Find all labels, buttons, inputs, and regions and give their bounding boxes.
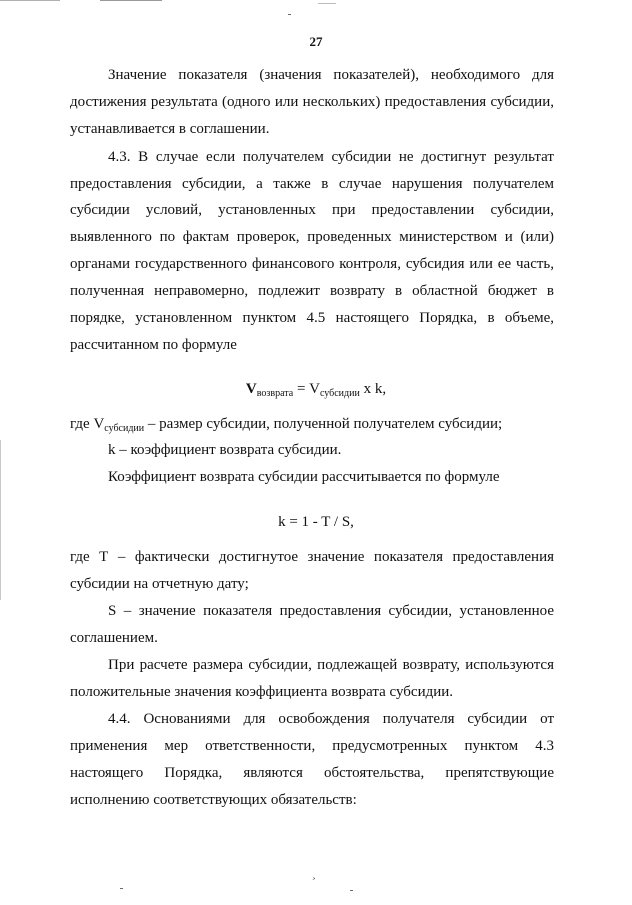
text-line: достижения результата (одного или нескольких) предоставления субсидии,	[70, 94, 554, 110]
text-line: устанавливается в соглашении.	[70, 121, 270, 137]
text-line: порядке, установленном пунктом 4.5 настоящего Порядка, в объеме,	[70, 310, 554, 326]
scan-artifact	[0, 0, 60, 1]
text-line	[70, 415, 554, 433]
where-prefix: где V	[70, 416, 105, 432]
text-line: предоставления субсидии, а также в случае нарушения получателем	[70, 176, 554, 192]
formula-rhs-sub: субсидии	[319, 388, 360, 399]
text-line: соглашением.	[70, 630, 158, 646]
formula-lhs: V	[245, 381, 257, 397]
formula-eq: = V	[293, 381, 320, 397]
where-sub: субсидии	[104, 423, 145, 434]
text-line: субсидии условий, установленных при предоставлении субсидии,	[70, 202, 554, 218]
scan-artifact	[288, 14, 291, 15]
text-line: исполнению соответствующих обязательств:	[70, 792, 357, 808]
text-line: положительные значения коэффициента возврата субсидии.	[70, 684, 454, 700]
text-line: настоящего Порядка, являются обстоятельства, препятствующие	[70, 765, 554, 781]
text-line: 4.4. Основаниями для освобождения получателя субсидии от	[108, 711, 554, 727]
formula-lhs-sub: возврата	[256, 388, 294, 399]
text-line: где Т – фактически достигнутое значение показателя предоставления	[70, 549, 554, 565]
page-number: 27	[309, 34, 323, 49]
text-line: При расчете размера субсидии, подлежащей возврату, используются	[108, 657, 554, 673]
scan-mark: ¸	[312, 868, 316, 880]
scan-artifact	[350, 890, 353, 891]
formula-coefficient: k = 1 - T / S,	[278, 514, 354, 530]
text-line: полученная неправомерно, подлежит возврату в областной бюджет в	[70, 283, 554, 299]
text-line: Значение показателя (значения показателей), необходимого для	[108, 67, 554, 83]
scan-artifact	[120, 888, 123, 889]
text-line: применения мер ответственности, предусмотренных пунктом 4.3	[70, 738, 554, 754]
text-line: Коэффициент возврата субсидии рассчитывается по формуле	[108, 469, 500, 485]
scan-artifact	[100, 0, 162, 1]
formula-rest: x k,	[359, 381, 387, 397]
text-line: S – значение показателя предоставления субсидии, установленное	[108, 603, 554, 619]
text-line: органами государственного финансового контроля, субсидия или ее часть,	[70, 256, 554, 272]
where-text: – размер субсидии, полученной получателем субсидии;	[144, 416, 503, 432]
text-line: рассчитанном по формуле	[70, 337, 237, 353]
text-line: выявленного по фактам проверок, проведенных министерством и (или)	[70, 229, 554, 245]
text-line: k – коэффициент возврата субсидии.	[108, 442, 342, 458]
text-line: 4.3. В случае если получателем субсидии не достигнут результат	[108, 149, 554, 165]
scan-artifact	[318, 3, 336, 4]
text-line: субсидии на отчетную дату;	[70, 576, 249, 592]
formula-return	[0, 380, 632, 398]
